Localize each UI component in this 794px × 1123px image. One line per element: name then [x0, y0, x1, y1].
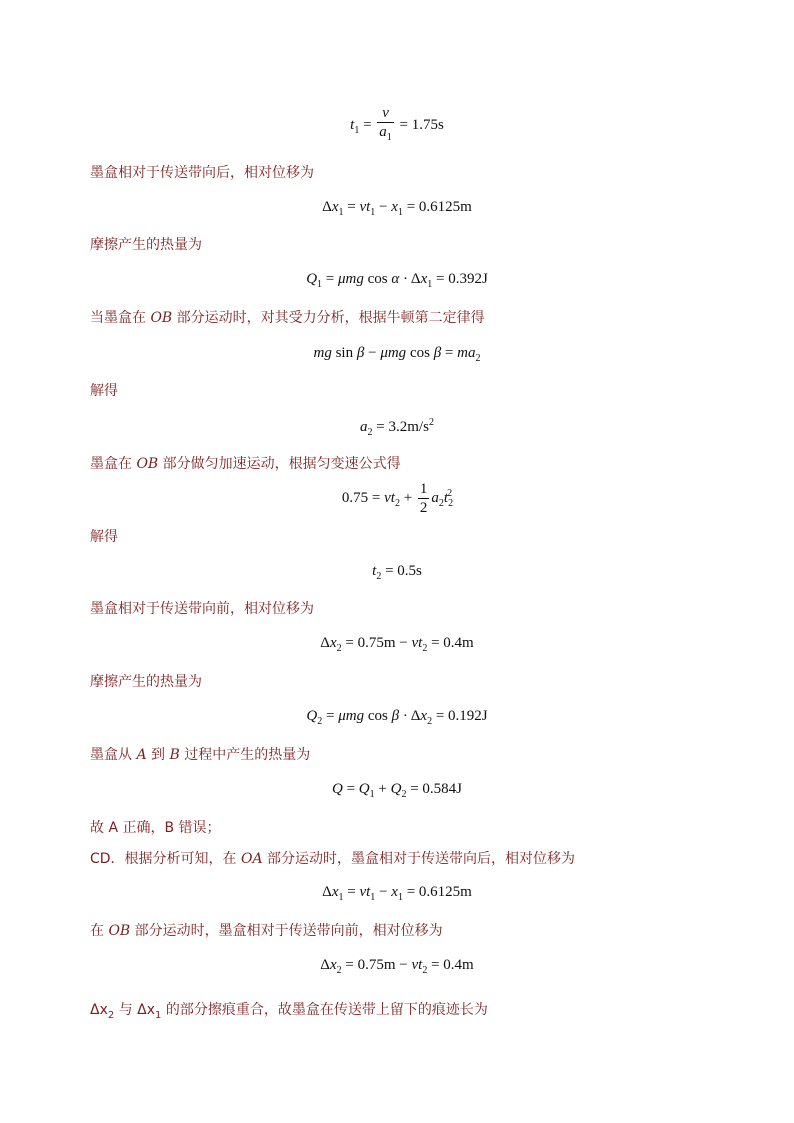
equation-q-total: $Q = Q_1 + Q_2 = 0.584J$ — [331, 781, 462, 800]
equation-a2: $a_2 = 3.2m/s^2$ — [360, 417, 434, 438]
paragraph-option-cd — [90, 849, 575, 869]
equation-delta-x2: $\Delta x_2 = 0.75m - vt_2 = 0.4m$ — [320, 635, 474, 654]
equation-middle: = 0.75m — [345, 635, 396, 651]
paragraph-newton-second-law — [90, 308, 485, 328]
text-segment: 部分运动时，对其受力分析，根据牛顿第二定律得 — [172, 310, 485, 326]
equation-result: = 0.6125m — [406, 199, 472, 215]
paragraph-uniform-acceleration — [90, 454, 401, 474]
equation-result: = 0.5s — [385, 563, 422, 579]
text-segment: 在 — [90, 923, 109, 939]
equation-t1: $t_1$ = $\frac{v}{a_1}$ = 1.75s — [0, 104, 794, 147]
paragraph-heat-1: 摩擦产生的热量为 — [90, 237, 202, 253]
equation-lhs: 0.75 — [341, 489, 369, 506]
fraction: $\frac{v}{a_1}$ — [379, 105, 392, 143]
variable-label: OB — [108, 923, 131, 939]
variable-label: OB — [150, 310, 173, 326]
equation-result: = 0.584J — [410, 781, 462, 797]
paragraph-relative-displacement-back: 墨盒相对于传送带向后，相对位移为 — [90, 165, 314, 181]
equation-q2: $Q_2 = \mu mg$ $\cos \beta \cdot \Delta x_2 = 0.192J$ — [306, 708, 488, 727]
paragraph-conclusion-ab: 故 A 正确，B 错误； — [90, 820, 221, 836]
equation-force-balance: mg sin β − μmg $\cos \beta = ma_2$ — [313, 345, 481, 364]
text-segment: CD．根据分析可知，在 — [90, 851, 242, 867]
equation-kinematics: $0.75 = vt_2$ + $\frac{1}{2}$ $a_2t_2^2$ — [341, 481, 454, 516]
equation-delta-x1: $\Delta x_1 = vt_1 - x_1 = 0.6125m$ — [322, 199, 472, 218]
text-segment: 墨盒在 — [90, 456, 137, 472]
equation-t2: $t_2 = 0.5s$ — [372, 563, 422, 582]
equation-middle: = 0.75m — [345, 957, 396, 973]
variable-label: OB — [136, 456, 159, 472]
text-segment: 到 — [146, 747, 170, 763]
variable-label: A — [136, 747, 147, 763]
paragraph-ob-segment — [90, 921, 443, 941]
text-segment: 过程中产生的热量为 — [179, 747, 311, 763]
paragraph-solve-1: 解得 — [90, 383, 118, 399]
paragraph-total-heat — [90, 745, 310, 765]
equation-result: = 0.4m — [431, 635, 474, 651]
text-segment: Δx — [90, 1002, 108, 1018]
text-segment: 当墨盒在 — [90, 310, 151, 326]
equation-result: = 3.2m/s — [376, 419, 429, 435]
equation-q1: $Q_1 = \mu mg$ $\cos \alpha \cdot \Delta x_1 = 0.392J$ — [306, 271, 488, 290]
equation-result: = 1.75s — [399, 116, 444, 133]
variable-label: OA — [241, 851, 263, 867]
paragraph-trace-length — [90, 1000, 488, 1026]
paragraph-solve-2: 解得 — [90, 529, 118, 545]
equation-delta-x2-repeat: $\Delta x_2 = 0.75m - vt_2 = 0.4m$ — [320, 957, 474, 976]
subscript: 2 — [107, 1009, 115, 1021]
paragraph-heat-2: 摩擦产生的热量为 — [90, 674, 202, 690]
fraction-half: $\frac{1}{2}$ — [419, 481, 428, 516]
text-segment: 的部分擦痕重合，故墨盒在传送带上留下的痕迹长为 — [161, 1002, 488, 1018]
text-segment: 部分做匀加速运动，根据匀变速公式得 — [158, 456, 401, 472]
equation-result: = 0.6125m — [406, 884, 472, 900]
text-segment: 墨盒从 — [90, 747, 137, 763]
text-segment: 部分运动时，墨盒相对于传送带向后，相对位移为 — [262, 851, 576, 867]
equation-result: = 0.4m — [431, 957, 474, 973]
text-segment: 与 Δx — [114, 1002, 156, 1018]
equation-result: = 0.392J — [436, 271, 488, 287]
text-segment: 部分运动时，墨盒相对于传送带向前，相对位移为 — [130, 923, 443, 939]
equation-delta-x1-repeat: $\Delta x_1 = vt_1 - x_1 = 0.6125m$ — [322, 884, 472, 903]
paragraph-relative-displacement-forward: 墨盒相对于传送带向前，相对位移为 — [90, 601, 314, 617]
equation-result: = 0.192J — [435, 708, 488, 724]
variable-label: B — [169, 747, 180, 763]
subscript: 1 — [155, 1009, 162, 1021]
